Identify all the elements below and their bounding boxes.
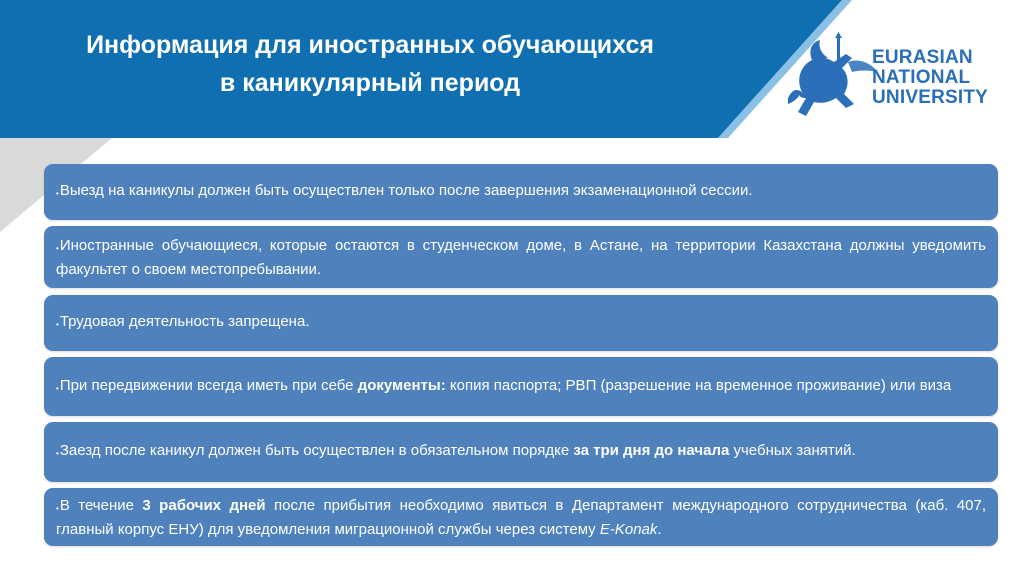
logo-line-2: NATIONAL xyxy=(872,67,971,88)
title-line-1: Информация для иностранных обучающихся xyxy=(86,31,654,59)
bullet-icon: • xyxy=(56,383,59,393)
bullet-icon: • xyxy=(56,189,59,198)
info-item-text: •Выезд на каникулы должен быть осуществлен только после завершения экзаменационной сессии. xyxy=(56,182,753,199)
info-item-notify-faculty xyxy=(44,226,998,288)
info-item-text: •Трудовая деятельность запрещена. xyxy=(56,313,310,330)
logo-line-1: EURASIAN xyxy=(872,47,973,68)
bullet-icon: • xyxy=(56,320,59,329)
logo-line-3: UNIVERSITY xyxy=(872,87,989,108)
bullet-icon: • xyxy=(56,449,59,458)
horse-emblem-icon xyxy=(782,32,882,128)
info-item-documents xyxy=(44,357,998,416)
info-item-text: •Иностранные обучающиеся, которые остаются в студенческом доме, в Астане, на территории Казахстана должны уведомить факультет о своем местопребывании. xyxy=(56,236,986,278)
info-item-return xyxy=(44,422,998,482)
page-title xyxy=(0,26,740,102)
info-item-departure xyxy=(44,164,998,220)
info-item-text: •При передвижении всегда иметь при себе документы: копия паспорта; РВП (разрешение на временное проживание) или виза xyxy=(56,376,952,394)
title-line-2: в каникулярный период xyxy=(219,69,521,97)
bullet-icon: • xyxy=(56,243,59,253)
bullet-icon: • xyxy=(56,503,59,513)
info-item-text: •В течение 3 рабочих дней после прибытия необходимо явиться в Департамент международного сотрудничества (каб. 407, главный корпус ЕНУ) для уведомления миграционной службы через систему E-Konak. xyxy=(56,496,987,538)
university-logo xyxy=(776,30,1006,130)
info-item-work-prohibited xyxy=(44,295,998,351)
info-item-registration xyxy=(44,488,998,546)
info-item-text: •Заезд после каникул должен быть осуществлен в обязательном порядке за три дня до начала учебных занятий. xyxy=(56,442,856,459)
logo-text xyxy=(872,48,988,108)
